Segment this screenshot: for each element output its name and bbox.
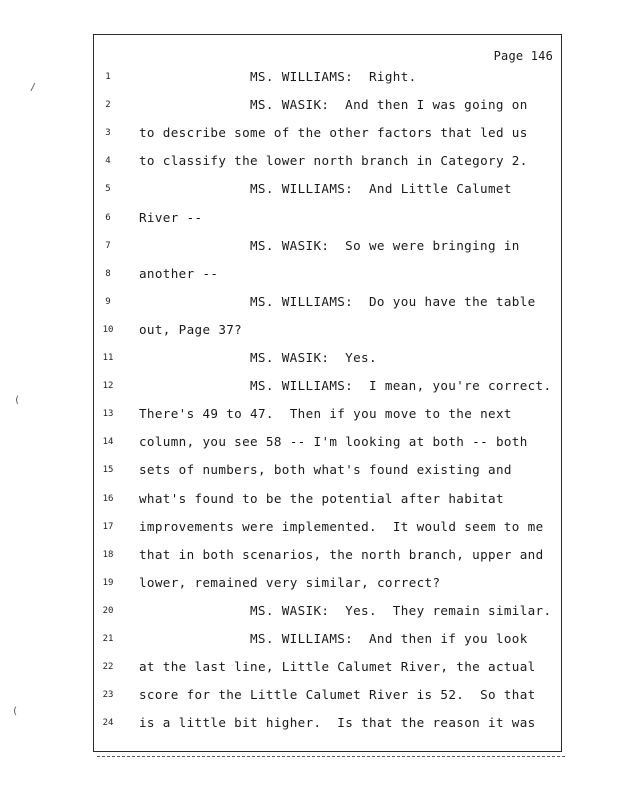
line-text: improvements were implemented. It would seem to me: [139, 518, 544, 534]
line-number: 9: [105, 296, 111, 307]
line-text: that in both scenarios, the north branch, upper and: [139, 546, 544, 562]
transcript-line: [94, 238, 561, 258]
transcript-page: [93, 34, 562, 752]
line-number: 23: [102, 690, 114, 701]
line-number: 4: [105, 156, 111, 167]
transcript-line: [94, 294, 561, 314]
line-number: 16: [102, 493, 114, 504]
transcript-line: [94, 687, 561, 707]
line-text: MS. WASIK: Yes.: [250, 350, 377, 365]
line-text: out, Page 37?: [139, 321, 243, 337]
transcript-line: [94, 125, 561, 145]
line-number: 15: [102, 465, 114, 476]
line-text: MS. WASIK: Yes. They remain similar.: [250, 602, 552, 618]
line-number: 6: [105, 212, 111, 223]
line-number: 17: [102, 521, 114, 532]
line-text: MS. WASIK: So we were bringing in: [250, 237, 520, 253]
transcript-line: [94, 210, 561, 230]
transcript-line: [94, 97, 561, 117]
line-number: 20: [102, 605, 114, 616]
line-text: what's found to be the potential after habitat: [139, 490, 504, 506]
line-text: River --: [139, 209, 203, 225]
transcript-lines: [94, 35, 561, 751]
margin-mark: /: [30, 82, 37, 93]
transcript-line: [94, 631, 561, 651]
line-text: MS. WILLIAMS: Right.: [250, 69, 417, 84]
line-text: another --: [139, 265, 219, 281]
transcript-line: [94, 575, 561, 595]
line-text: lower, remained very similar, correct?: [139, 574, 441, 590]
transcript-line: [94, 434, 561, 454]
line-number: 18: [102, 549, 114, 560]
line-number: 8: [105, 268, 111, 279]
line-number: 1: [105, 72, 111, 82]
line-number: 19: [102, 577, 114, 588]
line-text: to classify the lower north branch in Category 2.: [139, 153, 528, 169]
line-text: at the last line, Little Calumet River, the actual: [139, 659, 536, 675]
margin-mark: (: [14, 395, 21, 406]
line-number: 2: [105, 100, 111, 111]
line-number: 10: [102, 324, 114, 335]
line-text: is a little bit higher. Is that the reason it was: [139, 715, 536, 731]
transcript-line: [94, 153, 561, 173]
line-text: MS. WILLIAMS: And then if you look: [250, 631, 528, 646]
line-number: 11: [102, 353, 114, 363]
line-number: 12: [102, 381, 114, 392]
line-text: column, you see 58 -- I'm looking at both -- both: [139, 434, 528, 450]
line-text: to describe some of the other factors that led us: [139, 125, 528, 141]
line-text: There's 49 to 47. Then if you move to the next: [139, 406, 512, 422]
transcript-line: [94, 603, 561, 623]
transcript-line: [94, 547, 561, 567]
transcript-line: [94, 659, 561, 679]
line-text: MS. WILLIAMS: Do you have the table: [250, 293, 536, 309]
line-number: 5: [105, 184, 111, 195]
line-text: MS. WILLIAMS: I mean, you're correct.: [250, 378, 552, 394]
transcript-line: [94, 181, 561, 201]
line-text: MS. WASIK: And then I was going on: [250, 97, 528, 113]
transcript-line: [94, 519, 561, 539]
line-text: MS. WILLIAMS: And Little Calumet: [250, 181, 512, 197]
line-number: 22: [102, 662, 114, 673]
line-text: sets of numbers, both what's found existing and: [139, 462, 512, 478]
line-number: 3: [105, 128, 111, 139]
transcript-line: [94, 322, 561, 342]
line-number: 21: [102, 634, 114, 644]
line-number: 14: [102, 437, 114, 448]
margin-mark: (: [12, 706, 19, 717]
transcript-line: [94, 378, 561, 398]
transcript-line: [94, 491, 561, 511]
line-number: 7: [105, 240, 111, 251]
transcript-line: [94, 350, 561, 370]
transcript-line: [94, 462, 561, 482]
transcript-line: [94, 406, 561, 426]
transcript-line: [94, 266, 561, 286]
transcript-line: [94, 715, 561, 735]
page-number-header: Page 146: [493, 49, 553, 63]
line-text: score for the Little Calumet River is 52. So that: [139, 687, 536, 703]
line-number: 13: [102, 409, 114, 420]
line-number: 24: [102, 718, 114, 729]
transcript-line: [94, 69, 561, 89]
